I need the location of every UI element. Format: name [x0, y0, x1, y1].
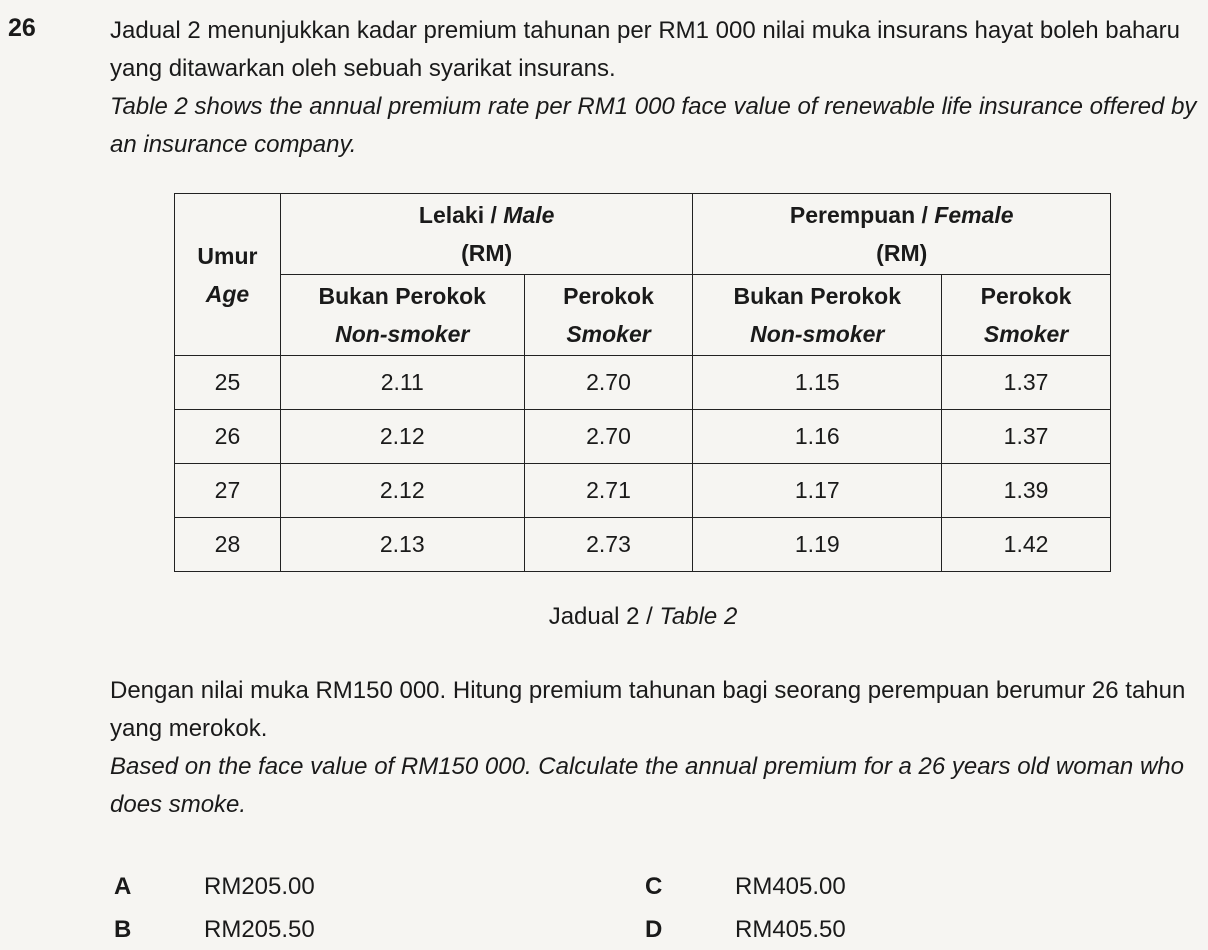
cell-female-non-smoker: 1.19: [693, 518, 942, 572]
cell-female-non-smoker: 1.15: [693, 356, 942, 410]
question-stem: [110, 12, 1200, 164]
header-male-non-smoker-malay: Bukan Perokok: [318, 283, 486, 309]
cell-male-non-smoker: 2.12: [280, 464, 524, 518]
table-row: [175, 356, 1111, 410]
option-letter: A: [114, 873, 132, 900]
header-female-malay: Perempuan /: [789, 202, 928, 228]
premium-rate-table: [174, 193, 1111, 572]
header-female-non-smoker-english: Non-smoker: [750, 321, 885, 347]
cell-male-smoker: 2.73: [524, 518, 693, 572]
table-caption: [0, 603, 1208, 631]
header-female-non-smoker-malay: Bukan Perokok: [733, 283, 901, 309]
cell-male-smoker: 2.70: [524, 356, 693, 410]
option-value: RM205.50: [204, 916, 315, 943]
cell-female-smoker: 1.37: [942, 356, 1111, 410]
header-male-malay: Lelaki /: [418, 202, 497, 228]
header-male: [280, 194, 693, 275]
prompt-malay: Dengan nilai muka RM150 000. Hitung premium tahunan bagi seorang perempuan berumur 26 tahun yang merokok.: [110, 677, 1186, 742]
cell-female-non-smoker: 1.17: [693, 464, 942, 518]
header-male-non-smoker: [280, 275, 524, 356]
stem-english: Table 2 shows the annual premium rate per RM1 000 face value of renewable life insurance offered by an insurance company.: [110, 93, 1197, 158]
option-value: RM405.50: [735, 916, 846, 943]
header-male-english: Male: [503, 202, 555, 228]
table-row: [175, 464, 1111, 518]
cell-male-non-smoker: 2.11: [280, 356, 524, 410]
cell-male-non-smoker: 2.12: [280, 410, 524, 464]
cell-female-smoker: 1.37: [942, 410, 1111, 464]
question-prompt: [110, 672, 1200, 824]
cell-female-smoker: 1.39: [942, 464, 1111, 518]
header-male-label: [281, 196, 693, 234]
caption-malay: Jadual 2 /: [548, 603, 653, 630]
option-letter: D: [645, 916, 663, 943]
stem-malay: Jadual 2 menunjukkan kadar premium tahunan per RM1 000 nilai muka insurans hayat boleh baharu yang ditawarkan oleh sebuah syarikat insurans.: [110, 17, 1180, 82]
cell-age: 26: [175, 410, 281, 464]
cell-female-non-smoker: 1.16: [693, 410, 942, 464]
cell-female-smoker: 1.42: [942, 518, 1111, 572]
header-male-smoker-malay: Perokok: [563, 283, 654, 309]
header-male-non-smoker-english: Non-smoker: [335, 321, 470, 347]
header-male-currency: (RM): [461, 240, 513, 266]
cell-age: 25: [175, 356, 281, 410]
header-female-smoker-malay: Perokok: [980, 283, 1072, 309]
header-female: [693, 194, 1111, 275]
header-age: [175, 194, 281, 356]
header-female-english: Female: [934, 202, 1014, 228]
cell-male-non-smoker: 2.13: [280, 518, 524, 572]
cell-age: 27: [175, 464, 281, 518]
option-letter: B: [114, 916, 132, 943]
header-female-non-smoker: [693, 275, 942, 356]
cell-age: 28: [175, 518, 281, 572]
caption-english: Table 2: [659, 603, 738, 630]
table-row: [175, 518, 1111, 572]
header-male-smoker: [524, 275, 693, 356]
cell-male-smoker: 2.71: [524, 464, 693, 518]
option-letter: C: [645, 873, 663, 900]
question-number: 26: [8, 14, 36, 42]
header-female-label: [693, 196, 1110, 234]
header-age-english: Age: [205, 280, 250, 307]
cell-male-smoker: 2.70: [524, 410, 693, 464]
header-male-smoker-english: Smoker: [566, 321, 651, 347]
prompt-english: Based on the face value of RM150 000. Calculate the annual premium for a 26 years old woman who does smoke.: [110, 753, 1184, 818]
header-age-malay: Umur: [197, 242, 258, 269]
option-value: RM405.00: [735, 873, 846, 900]
option-value: RM205.00: [204, 873, 315, 900]
header-female-smoker-english: Smoker: [983, 321, 1069, 347]
header-female-smoker: [942, 275, 1111, 356]
header-female-currency: (RM): [876, 240, 928, 266]
table-row: [175, 410, 1111, 464]
